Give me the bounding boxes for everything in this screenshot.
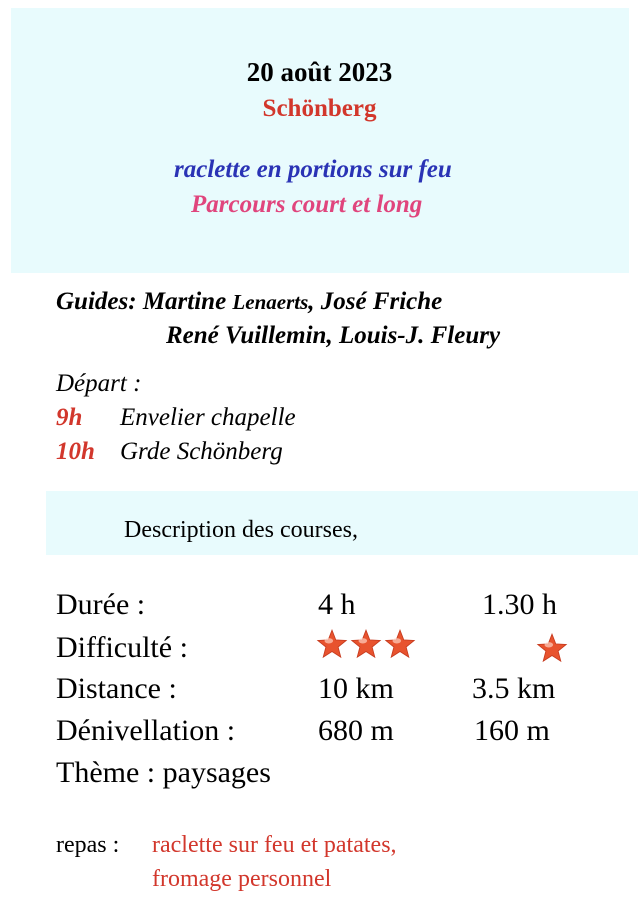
- guide-name-first: Martine: [142, 288, 227, 315]
- guide-name-last: Lenaerts: [232, 290, 309, 314]
- meal-label: repas :: [56, 832, 120, 858]
- elevation-long: 680 m: [318, 714, 394, 747]
- distance-long: 10 km: [318, 672, 394, 705]
- departure-place: Grde Schönberg: [120, 438, 283, 465]
- header-panel: [11, 8, 629, 273]
- departure-label: Départ :: [56, 370, 142, 397]
- duration-short: 1.30 h: [482, 588, 557, 621]
- event-date: 20 août 2023: [246, 57, 393, 87]
- difficulty-long-rating: [316, 628, 426, 662]
- event-route: Parcours court et long: [191, 191, 423, 218]
- star-icon: [316, 628, 348, 660]
- elevation-label: Dénivellation :: [56, 714, 236, 747]
- meal-line-2: fromage personnel: [152, 866, 332, 892]
- guides-line-1: [56, 288, 442, 316]
- elevation-short: 160 m: [474, 714, 550, 747]
- departure-place: Envelier chapelle: [120, 404, 296, 431]
- distance-label: Distance :: [56, 672, 177, 705]
- departure-item: [56, 438, 283, 466]
- event-place: Schönberg: [262, 95, 377, 122]
- meal-line-1: raclette sur feu et patates,: [152, 832, 397, 858]
- difficulty-short-rating: [536, 632, 572, 666]
- star-icon: [536, 632, 568, 664]
- guides-label: Guides:: [56, 288, 137, 315]
- departure-time: 10h: [56, 438, 95, 465]
- description-title: Description des courses,: [124, 517, 358, 543]
- guides-line-2: René Vuillemin, Louis-J. Fleury: [166, 322, 501, 349]
- duration-long: 4 h: [318, 588, 356, 621]
- guide-name-2: , José Friche: [308, 288, 443, 315]
- departure-item: [56, 404, 296, 432]
- star-icon: [384, 628, 416, 660]
- difficulty-label: Difficulté :: [56, 631, 188, 664]
- theme-label: Thème : paysages: [56, 756, 271, 789]
- star-icon: [350, 628, 382, 660]
- departure-time: 9h: [56, 404, 83, 431]
- duration-label: Durée :: [56, 588, 146, 621]
- distance-short: 3.5 km: [472, 672, 556, 705]
- event-menu: raclette en portions sur feu: [174, 156, 452, 183]
